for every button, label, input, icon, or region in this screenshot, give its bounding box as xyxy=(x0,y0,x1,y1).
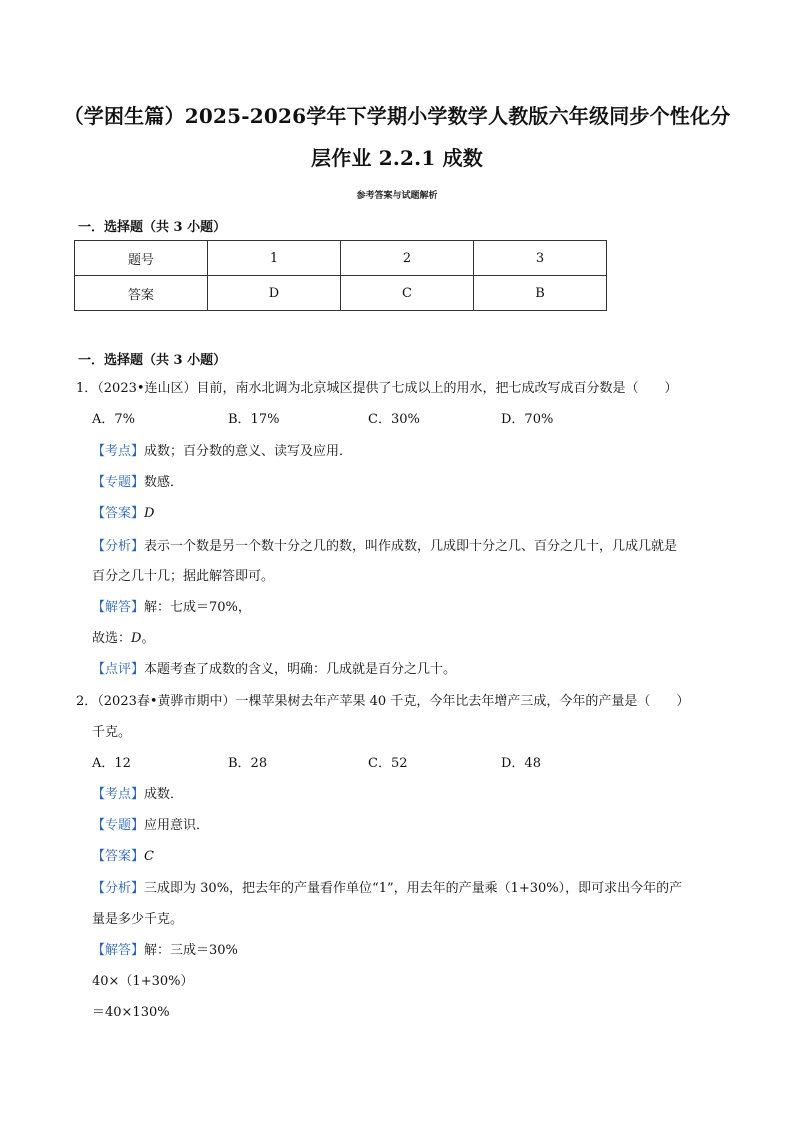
q2-zhuanti xyxy=(92,817,209,835)
q2-jieda-tag: 【解答】 xyxy=(92,943,145,958)
table-cell: 1 xyxy=(208,241,341,276)
table-cell: C xyxy=(341,276,474,311)
document-title-line1: （学困生篇）2025-2026学年下学期小学数学人教版六年级同步个性化分 xyxy=(63,104,731,128)
q2-daan-text: C xyxy=(144,849,154,864)
question-1-stem: 1．（2023•连山区）目前，南水北调为北京城区提供了七成以上的用水，把七成改写成百分数是（ ） xyxy=(76,381,678,396)
q1-daan xyxy=(92,505,154,523)
question-2-stem-2: 千克。 xyxy=(92,725,132,740)
q1-jieda-text-1: 解：七成＝70%， xyxy=(144,600,251,615)
q2-zhuanti-tag: 【专题】 xyxy=(92,818,145,833)
table-cell: 3 xyxy=(474,241,607,276)
q1-kaodian-text: 成数；百分数的意义、读写及应用． xyxy=(144,444,353,459)
q2-zhuanti-text: 应用意识． xyxy=(144,818,210,833)
q1-jieda-suffix: 。 xyxy=(141,631,155,646)
q1-dianping-tag: 【点评】 xyxy=(92,662,145,677)
q2-jieda-text-1: 解：三成＝30% xyxy=(144,943,238,958)
q1-jieda-prefix: 故选： xyxy=(92,631,132,646)
table-cell: D xyxy=(208,276,341,311)
table-row xyxy=(75,276,607,311)
q2-option-d: D．48 xyxy=(501,756,541,771)
q1-daan-text: D xyxy=(144,506,155,521)
q1-dianping xyxy=(92,661,456,679)
q2-jieda-text-2: 40×（1+30%） xyxy=(92,974,194,989)
q1-option-a: A．7% xyxy=(92,412,136,427)
q1-daan-tag: 【答案】 xyxy=(92,506,145,521)
q1-fenxi-text-1: 表示一个数是另一个数十分之几的数，叫作成数，几成即十分之几、百分之几十，几成几就是 xyxy=(144,539,678,554)
table-row xyxy=(75,241,607,276)
q1-fenxi-text-2: 百分之几十几；据此解答即可。 xyxy=(92,569,275,584)
document-title-line2: 层作业 2.2.1 成数 xyxy=(311,146,483,170)
section-heading-questions: 一．选择题（共 3 小题） xyxy=(78,353,227,368)
q1-jieda-line-2 xyxy=(92,630,154,648)
q1-zhuanti-text: 数感． xyxy=(144,475,184,490)
q2-jieda-text-3: ＝40×130% xyxy=(92,1005,170,1020)
q1-jieda-tag: 【解答】 xyxy=(92,600,145,615)
q2-option-c: C．52 xyxy=(368,756,408,771)
q1-option-b: B．17% xyxy=(228,412,280,427)
q1-dianping-text: 本题考查了成数的含义，明确：几成就是百分之几十。 xyxy=(144,662,457,677)
q2-fenxi xyxy=(92,880,682,898)
q1-zhuanti xyxy=(92,474,183,492)
answer-table xyxy=(74,240,607,311)
table-cell: 2 xyxy=(341,241,474,276)
q1-kaodian-tag: 【考点】 xyxy=(92,444,145,459)
q2-kaodian xyxy=(92,786,183,804)
q2-daan-tag: 【答案】 xyxy=(92,849,145,864)
q1-jieda xyxy=(92,599,251,617)
q1-option-c: C．30% xyxy=(368,412,420,427)
table-cell: 答案 xyxy=(75,276,208,311)
q1-fenxi-tag: 【分析】 xyxy=(92,539,145,554)
q2-kaodian-tag: 【考点】 xyxy=(92,787,145,802)
section-heading-answers: 一．选择题（共 3 小题） xyxy=(78,220,227,235)
document-subtitle: 参考答案与试题解析 xyxy=(356,191,438,201)
q2-option-a: A．12 xyxy=(92,756,131,771)
question-2-stem-1: 2．（2023春•黄骅市期中）一棵苹果树去年产苹果 40 千克，今年比去年增产三成，今年的产量是（ ） xyxy=(76,694,690,709)
q2-fenxi-text-2: 量是多少千克。 xyxy=(92,912,184,927)
q1-option-d: D．70% xyxy=(501,412,554,427)
q2-kaodian-text: 成数． xyxy=(144,787,184,802)
q2-jieda xyxy=(92,942,238,960)
q1-kaodian xyxy=(92,443,352,461)
q1-zhuanti-tag: 【专题】 xyxy=(92,475,145,490)
table-cell: 题号 xyxy=(75,241,208,276)
q1-jieda-answer: D xyxy=(131,631,142,646)
q2-option-b: B．28 xyxy=(228,756,268,771)
q1-fenxi xyxy=(92,538,677,556)
q2-fenxi-text-1: 三成即为 30%，把去年的产量看作单位“1”，用去年的产量乘（1+30%），即可求出今年的产 xyxy=(144,881,683,896)
q2-daan xyxy=(92,848,154,866)
table-cell: B xyxy=(474,276,607,311)
q2-fenxi-tag: 【分析】 xyxy=(92,881,145,896)
